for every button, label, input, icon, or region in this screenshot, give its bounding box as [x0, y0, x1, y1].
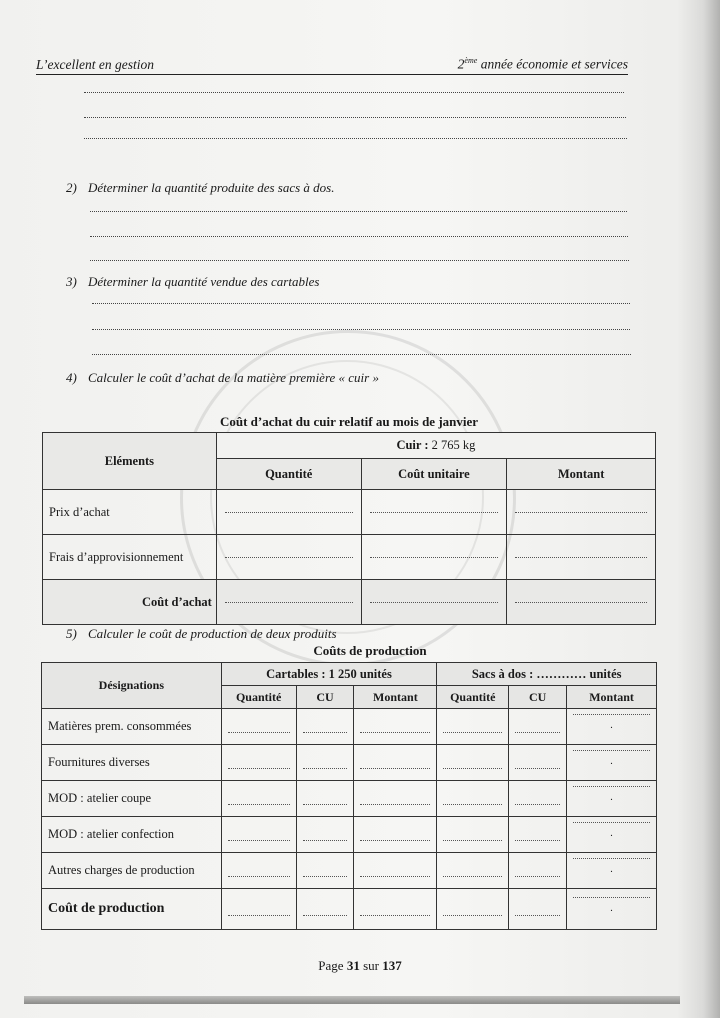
fill-cell[interactable] — [221, 781, 296, 817]
answer-line[interactable] — [90, 236, 628, 237]
fill-cell[interactable] — [296, 709, 354, 745]
fill-cell[interactable] — [509, 853, 567, 889]
row-label: Coût d’achat — [43, 580, 217, 625]
table-row-total — [43, 580, 656, 625]
fill-cell[interactable] — [296, 889, 354, 930]
fill-cell[interactable] — [361, 580, 507, 625]
fill-cell[interactable] — [296, 817, 354, 853]
row-label: Autres charges de production — [42, 853, 222, 889]
fill-cell[interactable] — [361, 535, 507, 580]
elements-header: Eléments — [43, 433, 217, 490]
header-right: 2ème année économie et services — [457, 56, 628, 72]
fill-cell[interactable]: . — [567, 817, 657, 853]
fill-cell[interactable] — [216, 490, 361, 535]
page-header — [36, 56, 628, 75]
table-row — [42, 781, 657, 817]
answer-line[interactable] — [92, 303, 630, 304]
col-cu: CU — [509, 686, 567, 709]
production-cost-table — [41, 662, 657, 930]
fill-cell[interactable] — [507, 580, 656, 625]
fill-cell[interactable] — [437, 817, 509, 853]
row-label: Coût de production — [42, 889, 222, 930]
fill-cell[interactable] — [354, 853, 437, 889]
fill-cell[interactable] — [509, 889, 567, 930]
fill-cell[interactable]: . — [567, 745, 657, 781]
purchase-cost-table — [42, 432, 656, 625]
fill-cell[interactable] — [354, 745, 437, 781]
fill-cell[interactable] — [221, 817, 296, 853]
answer-line[interactable] — [92, 354, 631, 355]
fill-cell[interactable] — [509, 781, 567, 817]
fill-cell[interactable] — [437, 781, 509, 817]
answer-line[interactable] — [90, 260, 629, 261]
fill-cell[interactable] — [221, 889, 296, 930]
fill-cell[interactable] — [437, 889, 509, 930]
fill-cell[interactable]: . — [567, 781, 657, 817]
fill-cell[interactable] — [216, 535, 361, 580]
fill-cell[interactable] — [509, 745, 567, 781]
question-4: 4) Calculer le coût d’achat de la matière première « cuir » — [66, 370, 379, 385]
fill-cell[interactable] — [437, 745, 509, 781]
col-cout-unitaire: Coût unitaire — [361, 459, 507, 490]
question-5: 5) Calculer le coût de production de deux produits — [66, 626, 337, 641]
answer-line[interactable] — [84, 92, 624, 93]
answer-line[interactable] — [84, 117, 626, 118]
table-row — [43, 490, 656, 535]
cartables-group-header: Cartables : 1 250 unités — [221, 663, 437, 686]
table-row — [42, 853, 657, 889]
fill-cell[interactable] — [361, 490, 507, 535]
col-cu: CU — [296, 686, 354, 709]
col-montant: Montant — [354, 686, 437, 709]
fill-cell[interactable] — [296, 781, 354, 817]
designations-header: Désignations — [42, 663, 222, 709]
fill-cell[interactable] — [354, 709, 437, 745]
row-label: MOD : atelier coupe — [42, 781, 222, 817]
fill-cell[interactable] — [296, 745, 354, 781]
fill-cell[interactable] — [221, 709, 296, 745]
question-2: 2) Déterminer la quantité produite des sacs à dos. — [66, 180, 335, 195]
fill-cell[interactable] — [221, 745, 296, 781]
fill-cell[interactable]: . — [567, 889, 657, 930]
col-montant: Montant — [507, 459, 656, 490]
table-row — [42, 817, 657, 853]
row-label: Fournitures diverses — [42, 745, 222, 781]
fill-cell[interactable] — [296, 853, 354, 889]
fill-cell[interactable]: . — [567, 853, 657, 889]
cuir-group-header: Cuir : 2 765 kg — [216, 433, 655, 459]
row-label: Prix d’achat — [43, 490, 217, 535]
fill-cell[interactable] — [509, 817, 567, 853]
question-3: 3) Déterminer la quantité vendue des cartables — [66, 274, 320, 289]
fill-cell[interactable] — [507, 535, 656, 580]
fill-cell[interactable] — [437, 709, 509, 745]
fill-cell[interactable] — [221, 853, 296, 889]
row-label: Frais d’approvisionnement — [43, 535, 217, 580]
table-row — [42, 745, 657, 781]
header-left: L’excellent en gestion — [36, 56, 154, 72]
answer-line[interactable] — [90, 211, 627, 212]
table1-caption: Coût d’achat du cuir relatif au mois de janvier — [219, 414, 479, 429]
page-total: 137 — [382, 958, 402, 973]
page-footer: Page 31 sur 137 — [318, 958, 402, 973]
answer-line[interactable] — [84, 138, 627, 139]
fill-cell[interactable] — [354, 889, 437, 930]
col-quantite: Quantité — [216, 459, 361, 490]
col-montant: Montant — [567, 686, 657, 709]
col-quantite: Quantité — [221, 686, 296, 709]
fill-cell[interactable] — [216, 580, 361, 625]
page-bottom-edge — [24, 996, 680, 1004]
table2-caption: Coûts de production — [313, 643, 427, 658]
table-row-total — [42, 889, 657, 930]
page-number: 31 — [346, 958, 360, 973]
fill-cell[interactable] — [507, 490, 656, 535]
fill-cell[interactable] — [509, 709, 567, 745]
page-binding-shadow — [678, 0, 720, 1018]
fill-cell[interactable] — [354, 781, 437, 817]
table-row — [43, 535, 656, 580]
col-quantite: Quantité — [437, 686, 509, 709]
fill-cell[interactable]: . — [567, 709, 657, 745]
row-label: MOD : atelier confection — [42, 817, 222, 853]
row-label: Matières prem. consommées — [42, 709, 222, 745]
answer-line[interactable] — [92, 329, 630, 330]
table-row — [42, 709, 657, 745]
sacs-group-header: Sacs à dos : ………… unités — [437, 663, 657, 686]
fill-cell[interactable] — [437, 853, 509, 889]
fill-cell[interactable] — [354, 817, 437, 853]
